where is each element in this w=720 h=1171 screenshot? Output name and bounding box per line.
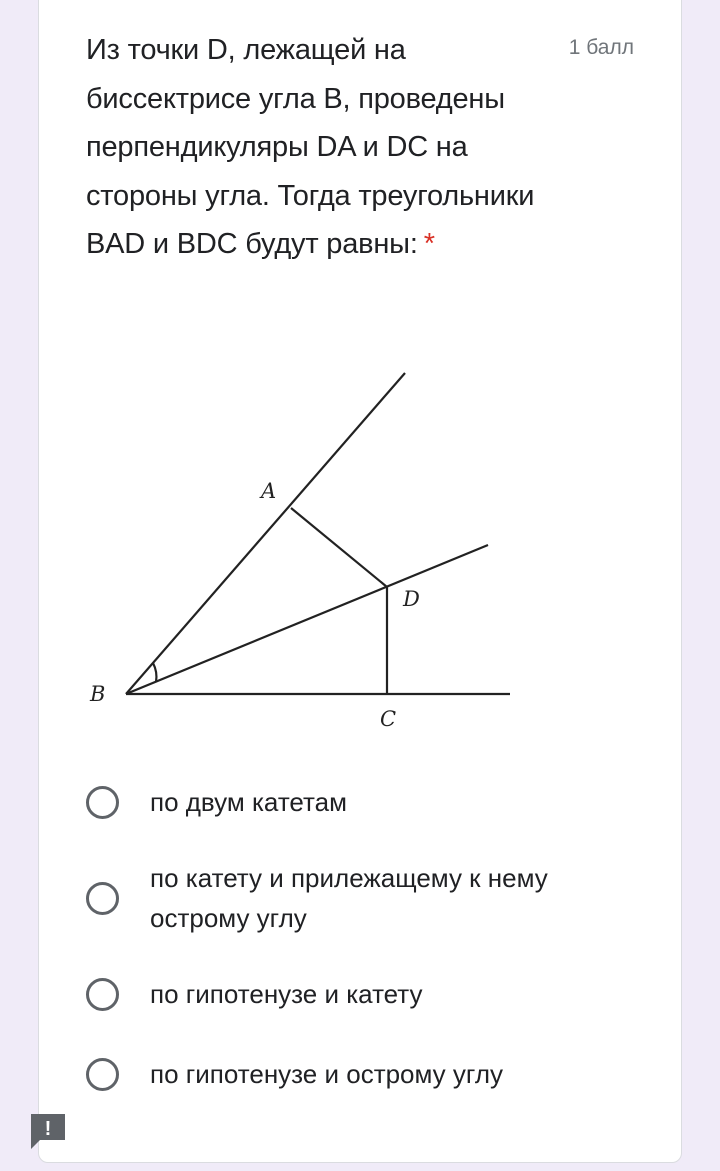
geometry-figure [80,360,530,740]
bisector-bd [126,545,488,694]
bisector-diagram [80,360,530,740]
radio-button[interactable] [86,786,119,819]
points-label: 1 балл [568,36,634,59]
radio-button[interactable] [86,1058,119,1091]
question-text: Из точки D, лежащей на биссектрисе угла B, проведены перпендикуляры DA и DC на стороны угла. Тогда треугольники BAD и BDC будут равны: [86,34,535,260]
label-c: C [380,707,397,731]
label-a: A [261,479,277,503]
angle-arc [153,663,156,682]
option-3[interactable] [86,974,422,1014]
option-label: по гипотенузе и катету [150,979,423,1009]
radio-button[interactable] [86,882,119,915]
question-title [86,26,546,269]
label-d: D [403,587,420,611]
option-label: по катету и прилежащему к нему острому углу [150,863,548,933]
ray-ba [126,373,405,694]
option-2[interactable] [86,858,646,938]
option-label: по гипотенузе и острому углу [150,1059,503,1089]
option-1[interactable] [86,782,347,822]
option-4[interactable] [86,1054,503,1094]
required-asterisk: * [423,228,435,260]
report-glyph: ! [44,1118,52,1140]
report-problem-button[interactable] [28,1112,68,1152]
radio-button[interactable] [86,978,119,1011]
report-problem-icon [28,1112,68,1152]
perpendicular-da [291,508,387,587]
label-b: B [90,682,106,706]
option-label: по двум катетам [150,787,347,817]
